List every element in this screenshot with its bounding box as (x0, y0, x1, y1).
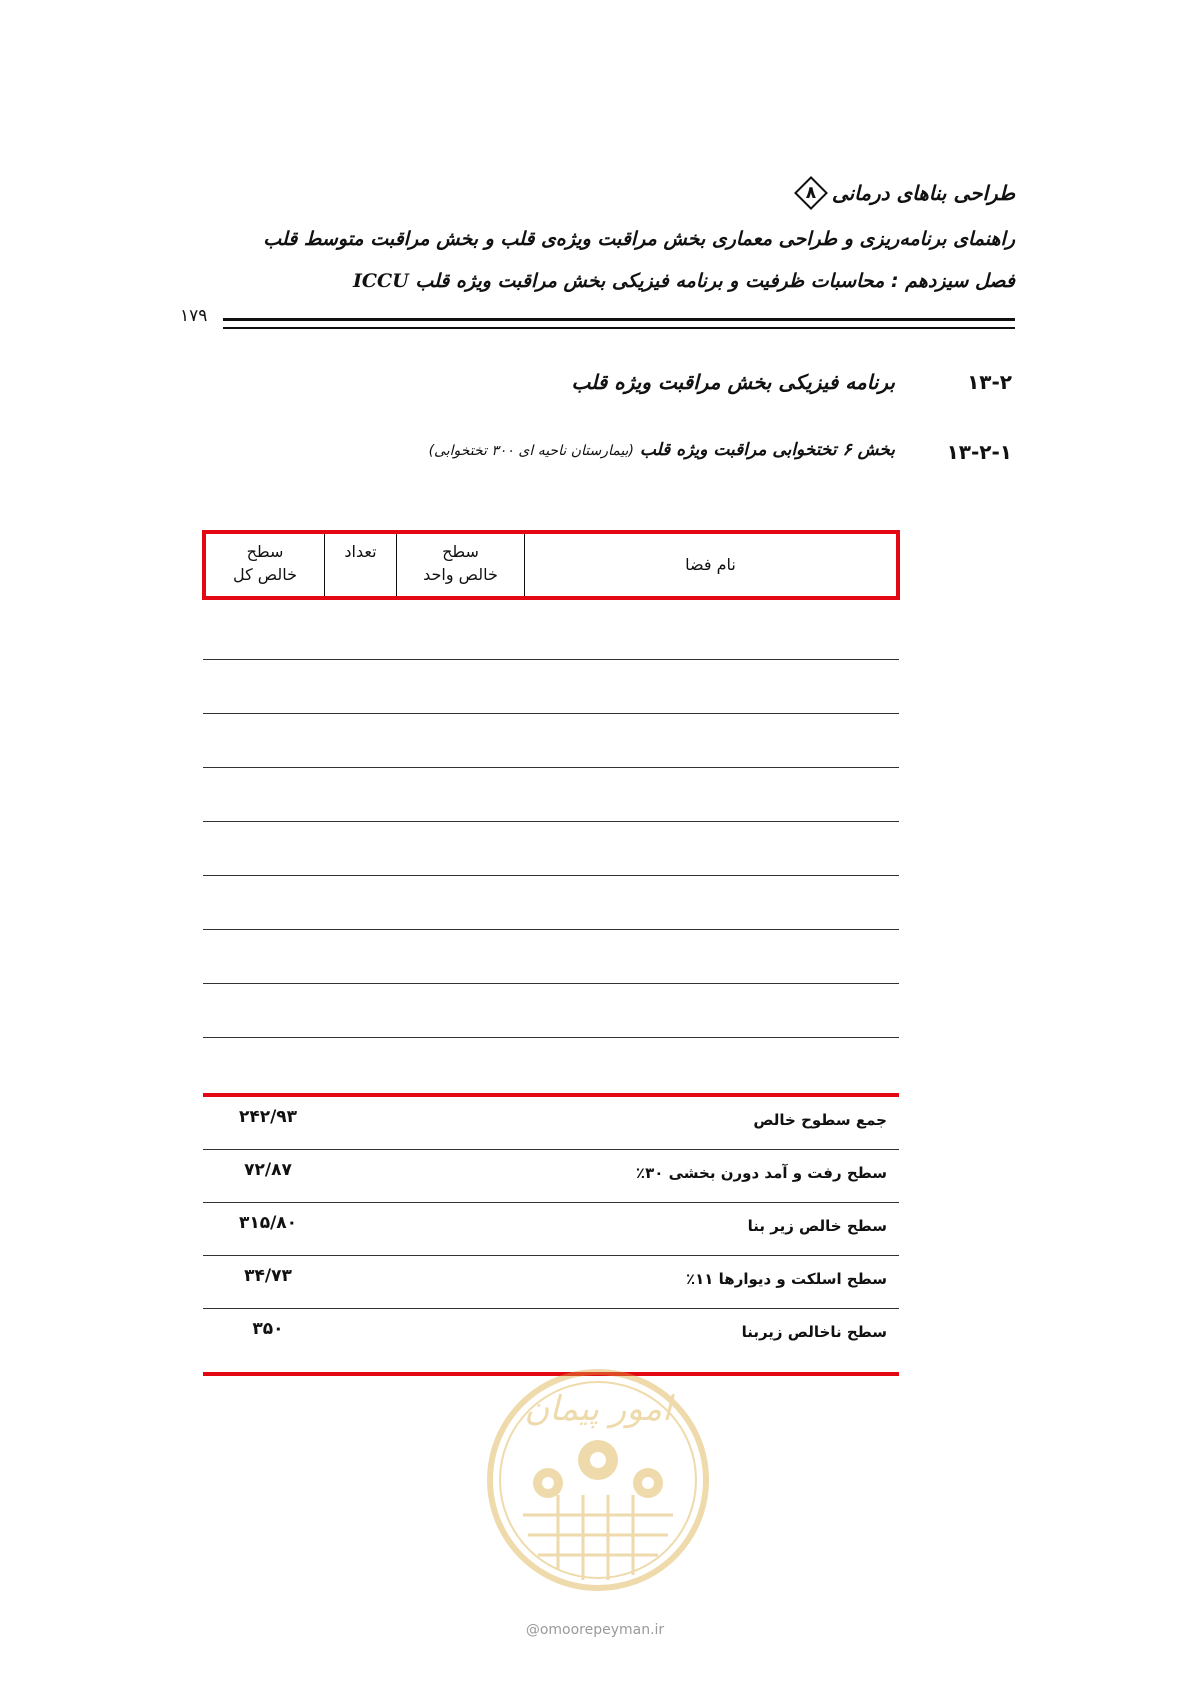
column-header-total-area-line2: خالص کل (232, 565, 298, 585)
subsection-number: ۱۳-۲-۱ (946, 440, 1012, 464)
watermark-logo-icon (483, 1365, 713, 1595)
table-row-divider (203, 1037, 899, 1038)
watermark-logo-text: امور پیمان (524, 1389, 672, 1429)
column-header-unit-area (396, 534, 524, 596)
series-number: ۸ (805, 183, 817, 203)
chapter-title-text: فصل سیزدهم : محاسبات ظرفیت و برنامه فیزیکی بخش مراقبت ویژه قلب (415, 270, 1015, 292)
table-row-divider (203, 929, 899, 930)
summary-label: سطح خالص زیر بنا (747, 1217, 887, 1235)
summary-row (203, 1309, 899, 1362)
table-row-divider (203, 713, 899, 714)
subsection-note: (بیمارستان ناحیه ای ۳۰۰ تختخوابی) (428, 443, 634, 459)
table-row-divider (203, 875, 899, 876)
column-header-name (524, 534, 896, 596)
summary-label: جمع سطوح خالص (753, 1111, 887, 1129)
column-header-total-area (206, 534, 324, 596)
summary-value: ۳۵۰ (252, 1319, 284, 1339)
column-header-total-area-line1: سطح (246, 542, 284, 561)
subsection-title (429, 440, 895, 460)
summary-label: سطح رفت و آمد دورن بخشی ۳۰٪ (635, 1164, 887, 1182)
summary-value: ۲۴۲/۹۳ (238, 1107, 298, 1127)
section-title: برنامه فیزیکی بخش مراقبت ویژه قلب (571, 370, 895, 394)
summary-row (203, 1097, 899, 1150)
section-number: ۱۳-۲ (967, 370, 1012, 394)
column-header-count (324, 534, 396, 596)
table-row-divider (203, 983, 899, 984)
table-header (202, 530, 900, 600)
series-title (796, 178, 1015, 208)
column-header-unit-area-line1: سطح (442, 542, 479, 561)
summary-row (203, 1150, 899, 1203)
summary-row (203, 1256, 899, 1309)
summary-label: سطح اسلکت و دیوارها ۱۱٪ (685, 1270, 887, 1288)
subsection-title-text: بخش ۶ تختخوابی مراقبت ویژه قلب (639, 440, 895, 460)
column-header-count-label: تعداد (344, 542, 377, 561)
summary-value: ۳۴/۷۳ (244, 1266, 292, 1286)
table-row-divider (203, 821, 899, 822)
summary-value: ۷۲/۸۷ (244, 1160, 292, 1180)
chapter-title (353, 270, 1015, 292)
table-row-divider (203, 659, 899, 660)
chapter-acronym: ICCU (353, 270, 409, 292)
series-number-diamond-icon (796, 178, 826, 208)
column-header-name-label: نام فضا (685, 555, 736, 575)
page-number: ۱۷۹ (180, 306, 208, 326)
summary-value: ۳۱۵/۸۰ (238, 1213, 298, 1233)
column-header-unit-area-line2: خالص واحد (423, 565, 498, 585)
series-label: طراحی بناهای درمانی (831, 181, 1015, 205)
summary-row (203, 1203, 899, 1256)
header-rule (223, 318, 1015, 329)
table-row-divider (203, 767, 899, 768)
watermark-text: @omoorepeyman.ir (525, 1622, 665, 1638)
guide-title: راهنمای برنامه‌ریزی و طراحی معماری بخش مراقبت ویژه‌ی قلب و بخش مراقبت متوسط قلب (263, 228, 1015, 250)
summary-label: سطح ناخالص زیربنا (741, 1323, 887, 1341)
